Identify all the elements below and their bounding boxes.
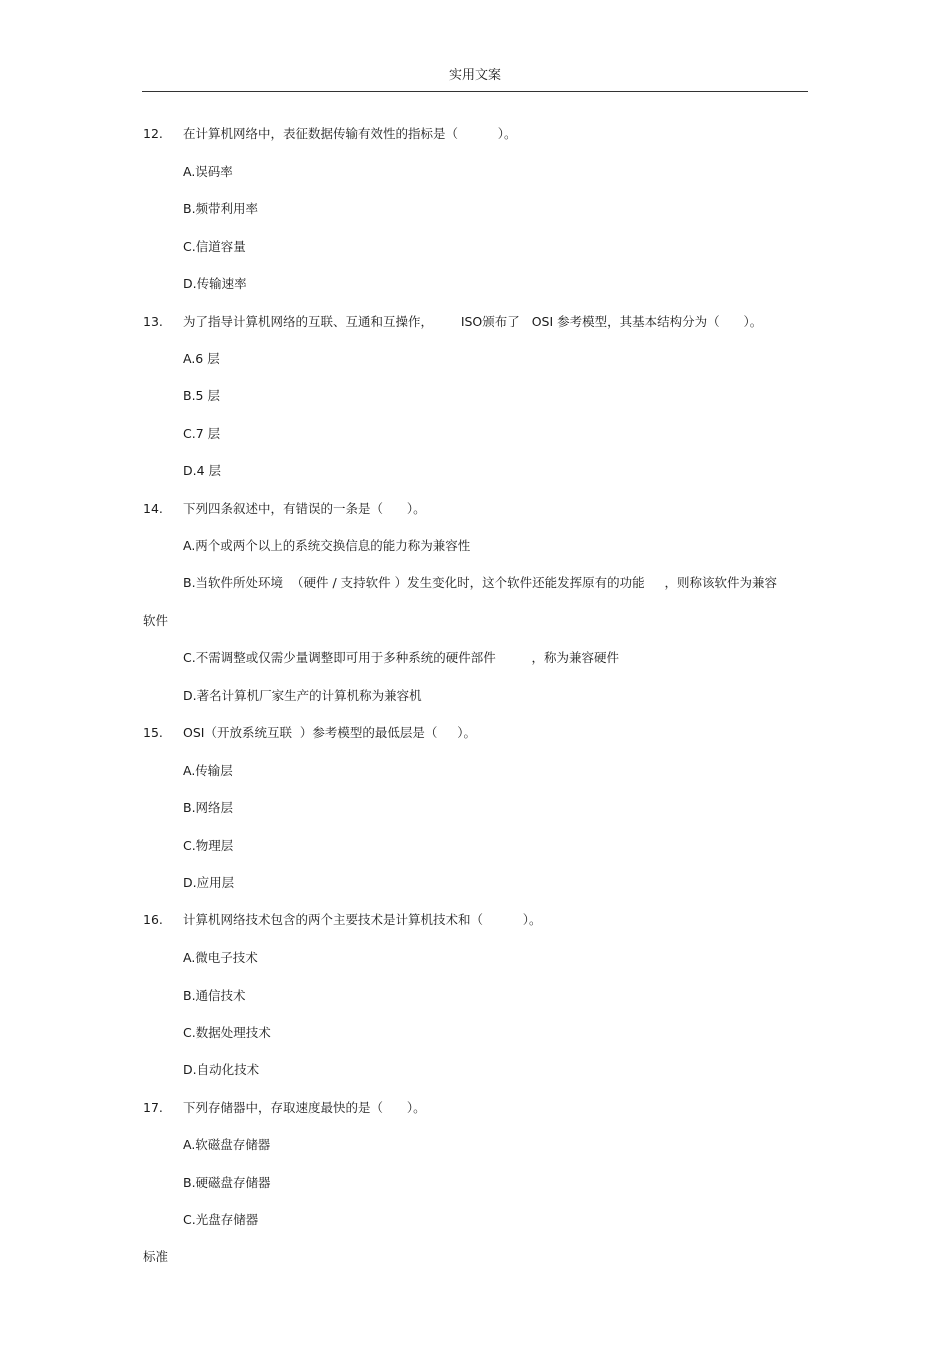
option-a: A.误码率 (183, 164, 233, 179)
question-number: 12. (143, 126, 163, 141)
option-d: D.自动化技术 (183, 1062, 260, 1077)
option-a: A.软磁盘存储器 (183, 1137, 271, 1152)
option-d: D.传输速率 (183, 276, 247, 291)
question-text: 在计算机网络中，表征数据传输有效性的指标是（ ）。 (183, 126, 517, 141)
option-b: B.当软件所处环境 （硬件 / 支持软件 ）发生变化时，这个软件还能发挥原有的功能 ，则称该软件为兼容 (183, 575, 777, 590)
option-c: C.7 层 (183, 426, 221, 441)
option-b: B.5 层 (183, 388, 220, 403)
option-b: B.硬磁盘存储器 (183, 1175, 271, 1190)
question-number: 15. (143, 725, 163, 740)
option-d: D.4 层 (183, 463, 222, 478)
option-a: A.6 层 (183, 351, 220, 366)
option-c: C.信道容量 (183, 239, 246, 254)
option-d: D.应用层 (183, 875, 235, 890)
option-c: C.物理层 (183, 838, 234, 853)
option-a: A.微电子技术 (183, 950, 258, 965)
question-number: 13. (143, 314, 163, 329)
page-footer: 标准 (143, 1249, 169, 1264)
question-number: 16. (143, 912, 163, 927)
question-text: 计算机网络技术包含的两个主要技术是计算机技术和（ ）。 (183, 912, 542, 927)
question-number: 17. (143, 1100, 163, 1115)
option-b: B.网络层 (183, 800, 234, 815)
option-c: C.数据处理技术 (183, 1025, 271, 1040)
question-text: OSI（开放系统互联 ）参考模型的最低层是（ ）。 (183, 725, 477, 740)
question-text: 为了指导计算机网络的互联、互通和互操作， ISO颁布了 OSI 参考模型，其基本结构分为（ ）。 (183, 314, 763, 329)
page-header (142, 66, 808, 92)
option-c: C.光盘存储器 (183, 1212, 259, 1227)
question-number: 14. (143, 501, 163, 516)
option-b: B.通信技术 (183, 988, 246, 1003)
question-text: 下列四条叙述中，有错误的一条是（ ）。 (183, 501, 426, 516)
option-b-continuation: 软件 (143, 613, 169, 628)
option-a: A.传输层 (183, 763, 233, 778)
option-c: C.不需调整或仅需少量调整即可用于多种系统的硬件部件 ，称为兼容硬件 (183, 650, 619, 665)
option-d: D.著名计算机厂家生产的计算机称为兼容机 (183, 688, 422, 703)
page-header-title: 实用文案 (448, 68, 501, 83)
option-b: B.频带利用率 (183, 201, 259, 216)
option-a: A.两个或两个以上的系统交换信息的能力称为兼容性 (183, 538, 471, 553)
question-text: 下列存储器中，存取速度最快的是（ ）。 (183, 1100, 426, 1115)
